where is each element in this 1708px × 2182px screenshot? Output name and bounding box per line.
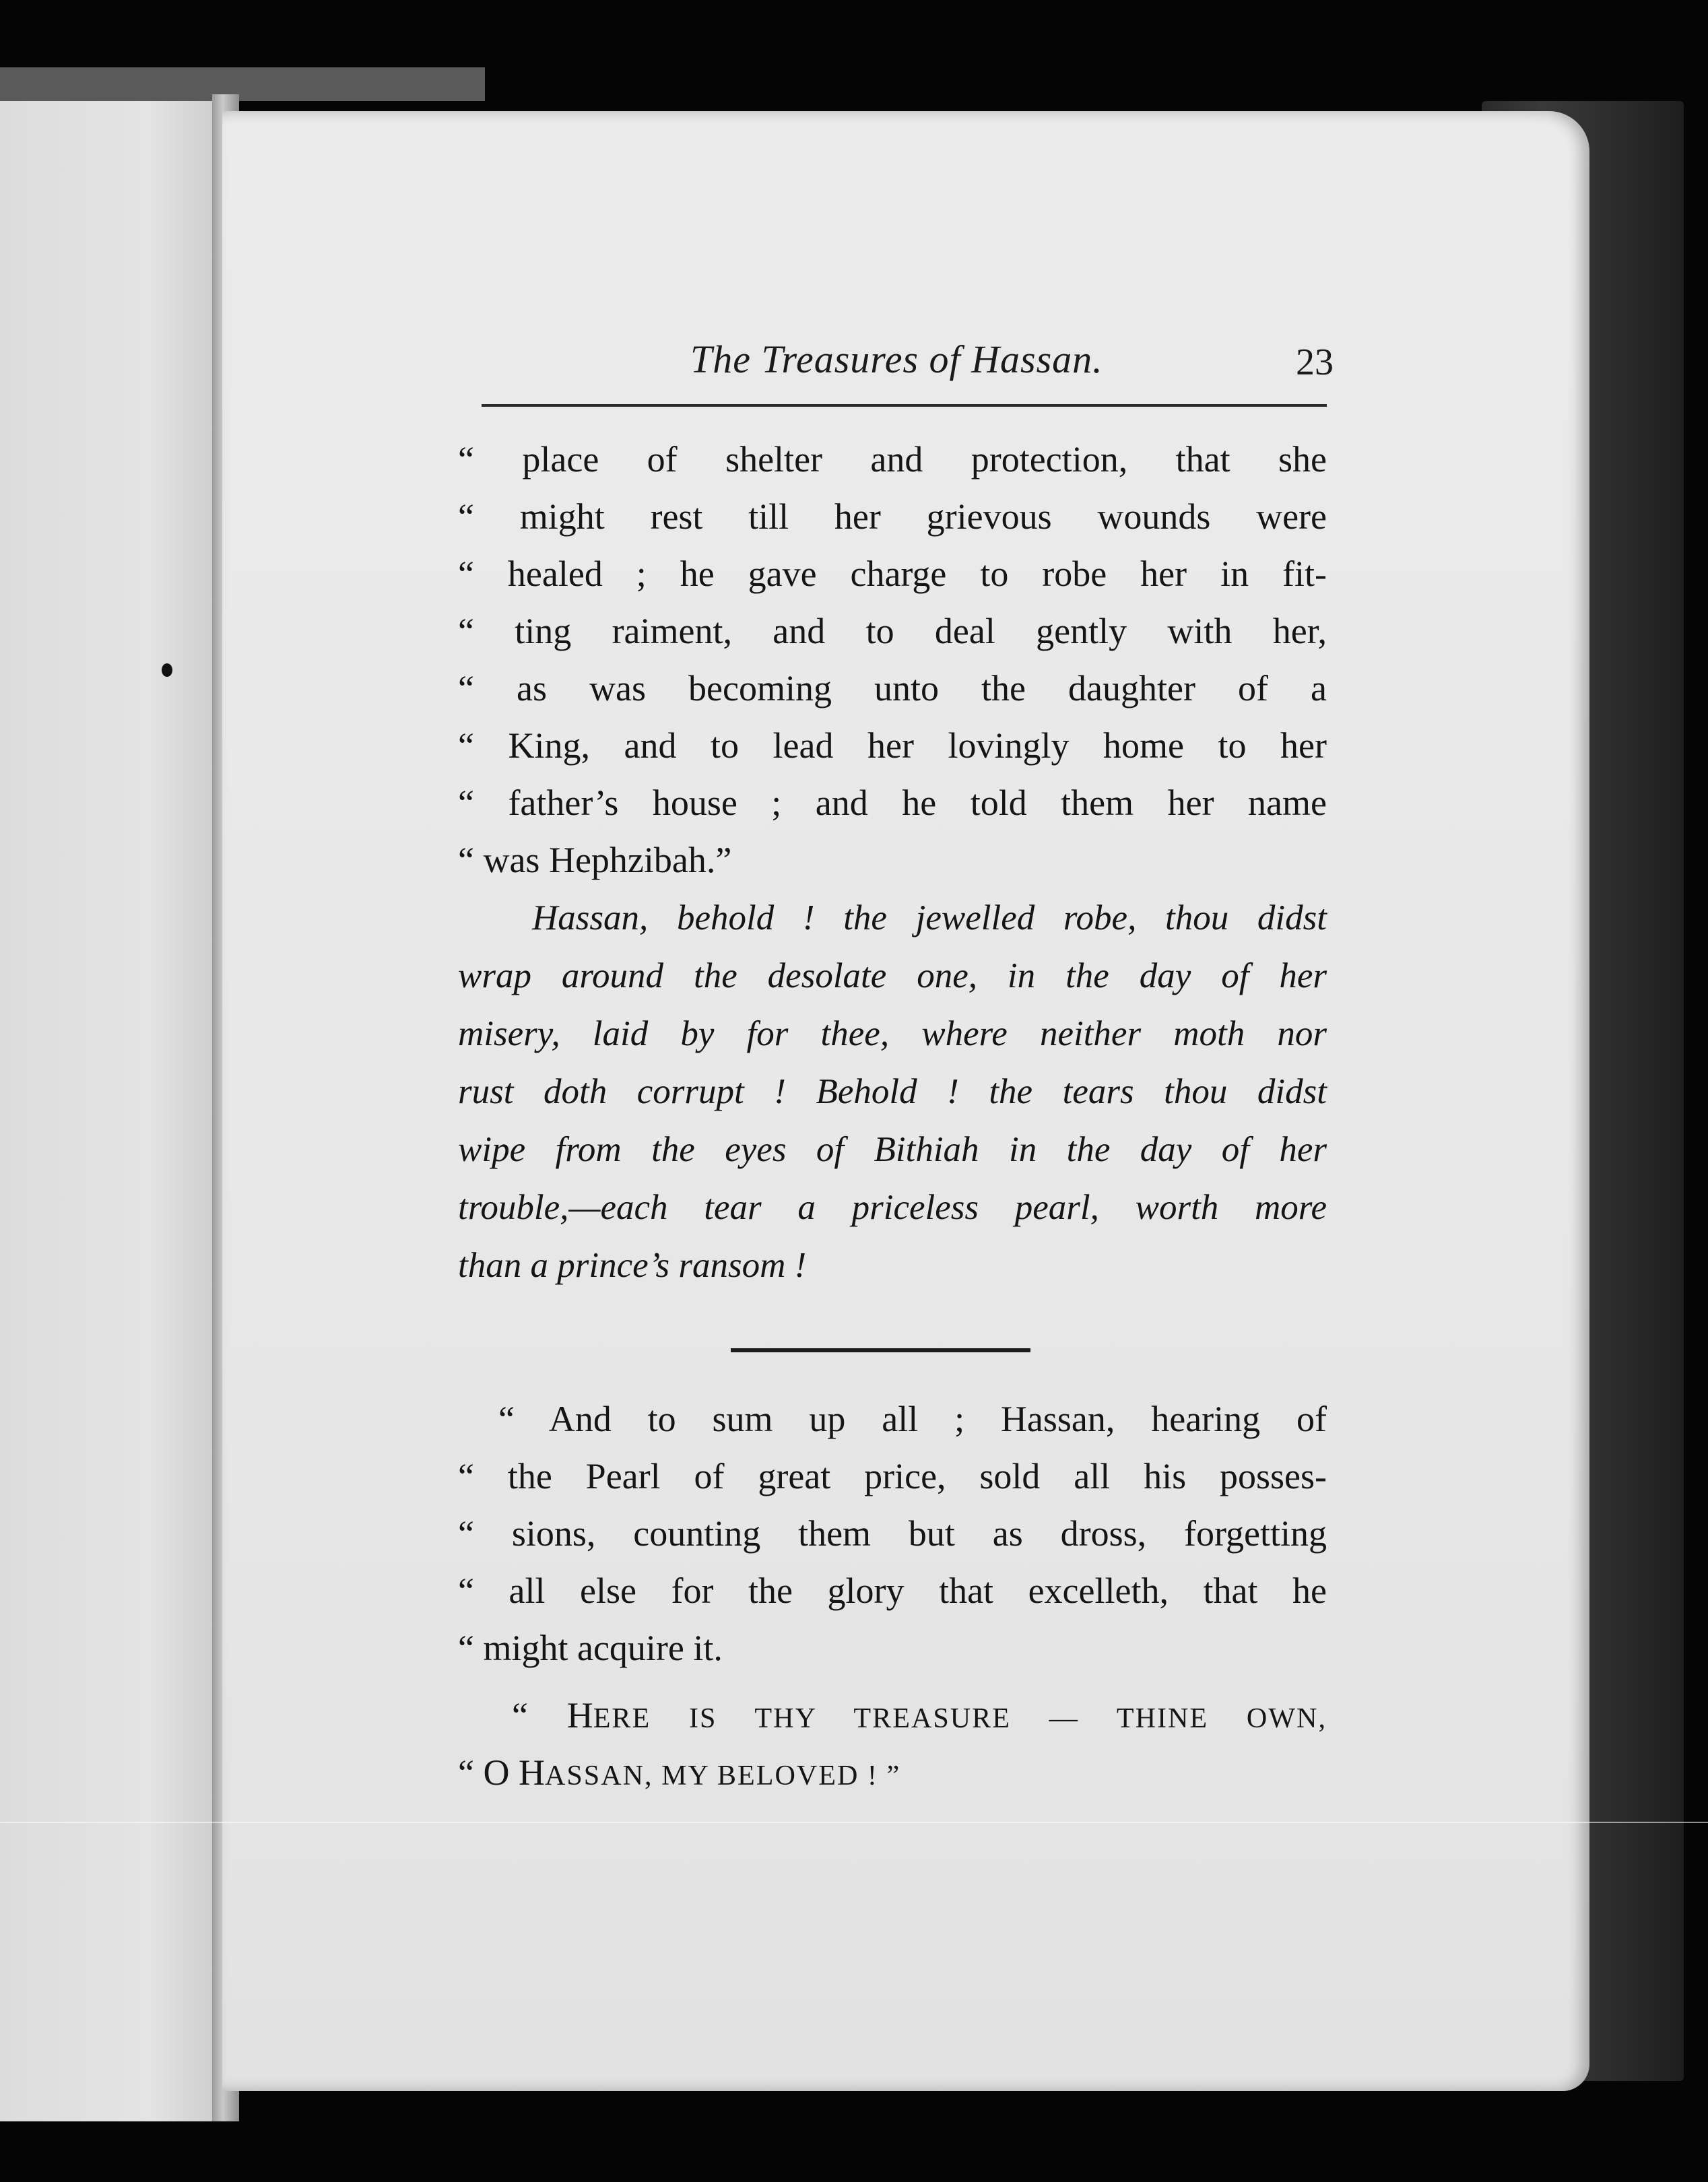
text-line <box>458 1687 1327 1744</box>
section-divider <box>731 1348 1030 1352</box>
page-number: 23 <box>1296 341 1334 383</box>
header-rule <box>482 404 1327 407</box>
text-line <box>458 1744 1327 1801</box>
text-line: “ all else for the glory that excelleth, that he <box>458 1571 1327 1611</box>
text-line: “ might rest till her grievous wounds were <box>458 496 1327 537</box>
initial-capital: H <box>518 1752 545 1793</box>
initial-capital: H <box>566 1695 593 1735</box>
paragraph-italic-address <box>458 889 1327 1294</box>
paragraph-sum-up <box>458 1391 1327 1677</box>
text-line: “ the Pearl of great price, sold all his posses- <box>458 1456 1327 1496</box>
scan-scratch-line <box>0 1822 1708 1823</box>
text-line: “ father’s house ; and he told them her name <box>458 783 1327 823</box>
small-caps-text: ASSAN, MY BELOVED ! ” <box>544 1760 901 1791</box>
text-line: “ sions, counting them but as dross, forgetting <box>458 1513 1327 1554</box>
text-line: “ And to sum up all ; Hassan, hearing of <box>498 1399 1327 1439</box>
ink-speck <box>162 663 172 677</box>
text-line: wipe from the eyes of Bithiah in the day of her <box>458 1130 1327 1169</box>
text-line: wrap around the desolate one, in the day of her <box>458 956 1327 995</box>
text-line: “ place of shelter and protection, that she <box>458 439 1327 480</box>
text-line: “ might acquire it. <box>458 1628 723 1668</box>
top-page-edge <box>0 67 485 101</box>
text-line: misery, laid by for thee, where neither moth nor <box>458 1014 1327 1053</box>
text-line: “ was Hephzibah.” <box>458 840 732 880</box>
text-line: than a prince’s ransom ! <box>458 1246 807 1285</box>
text-line: “ as was becoming unto the daughter of a <box>458 668 1327 708</box>
paragraph-closing-smallcaps <box>458 1687 1327 1801</box>
running-head <box>465 337 1334 397</box>
text-line: “ ting raiment, and to deal gently with her, <box>458 611 1327 651</box>
paragraph-quote-end <box>458 431 1327 889</box>
text-line: rust doth corrupt ! Behold ! the tears thou didst <box>458 1072 1327 1111</box>
running-head-title: The Treasures of Hassan. <box>690 337 1103 381</box>
text-line: trouble,—each tear a priceless pearl, worth more <box>458 1188 1327 1227</box>
text-line: “ healed ; he gave charge to robe her in fit- <box>458 554 1327 594</box>
text-line: Hassan, behold ! the jewelled robe, thou didst <box>532 898 1327 937</box>
open-quote: “ O <box>458 1752 519 1793</box>
text-line: “ King, and to lead her lovingly home to her <box>458 725 1327 766</box>
facing-page <box>0 101 215 2121</box>
open-quote: “ <box>512 1695 567 1735</box>
small-caps-text: ERE IS THY TREASURE — THINE OWN, <box>593 1702 1327 1734</box>
